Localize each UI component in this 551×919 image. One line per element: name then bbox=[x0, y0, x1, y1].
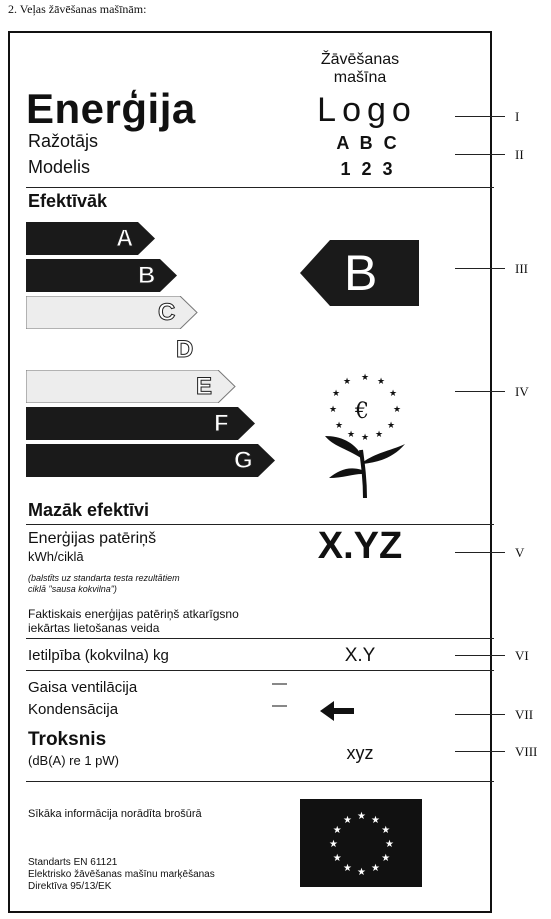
consumption-value: X.YZ bbox=[317, 525, 403, 567]
svg-text:★: ★ bbox=[332, 389, 341, 399]
annotation-7: VII bbox=[515, 707, 534, 722]
divider bbox=[26, 781, 494, 782]
svg-text:€: € bbox=[355, 399, 369, 424]
model-label: Modelis bbox=[28, 157, 91, 177]
eu-star-icon: ★ bbox=[357, 867, 366, 878]
annotation-line-6 bbox=[455, 655, 505, 656]
rating-letter: B bbox=[344, 245, 378, 301]
eu-star-icon: ★ bbox=[371, 863, 380, 875]
actual-consumption-note2: iekārtas lietošanas veida bbox=[28, 621, 160, 635]
appliance-line2: mašīna bbox=[333, 69, 387, 86]
eu-star-icon: ★ bbox=[332, 825, 342, 836]
class-letter-a: A bbox=[116, 225, 134, 252]
appliance-line1: Žāvēšanas bbox=[320, 51, 400, 68]
svg-text:★: ★ bbox=[361, 433, 370, 443]
page-caption: 2. Veļas žāvēšanas mašīnām: bbox=[8, 2, 147, 16]
svg-text:★: ★ bbox=[387, 421, 396, 431]
annotation-line-1 bbox=[455, 116, 505, 117]
divider bbox=[26, 524, 494, 525]
annotation-6: VI bbox=[515, 648, 529, 663]
annotation-line-3 bbox=[455, 268, 505, 269]
class-letter-b: B bbox=[138, 262, 156, 289]
eu-star-icon: ★ bbox=[343, 863, 352, 875]
eu-ecolabel-flower-icon bbox=[315, 370, 415, 500]
annotation-4: IV bbox=[515, 384, 529, 399]
divider bbox=[26, 670, 494, 671]
svg-text:★: ★ bbox=[329, 405, 338, 415]
standard-line1: Standarts EN 61121 bbox=[28, 857, 118, 868]
less-efficient-heading: Mazāk efektīvi bbox=[28, 500, 150, 520]
eu-star-icon: ★ bbox=[343, 814, 352, 826]
eu-star-icon: ★ bbox=[381, 825, 391, 836]
standard-line2: Elektrisko žāvēšanas mašīnu marķēšanas bbox=[28, 869, 215, 880]
annotation-5: V bbox=[515, 545, 525, 560]
capacity-label: Ietilpība (kokvilna) kg bbox=[28, 647, 169, 664]
class-bar-a bbox=[26, 222, 156, 255]
class-bar-c bbox=[26, 296, 198, 329]
consumption-unit: kWh/ciklā bbox=[28, 549, 84, 564]
condensation-label: Kondensācija bbox=[28, 701, 119, 718]
class-bar-b bbox=[26, 259, 178, 292]
class-letter-f: F bbox=[214, 410, 229, 437]
standard-line3: Direktīva 95/13/EK bbox=[28, 881, 112, 892]
manufacturer-label: Ražotājs bbox=[28, 131, 99, 151]
noise-unit: (dB(A) re 1 pW) bbox=[28, 753, 120, 768]
svg-text:★: ★ bbox=[393, 405, 402, 415]
annotation-line-5 bbox=[455, 552, 505, 553]
annotation-8: VIII bbox=[515, 744, 538, 759]
eu-flag-icon bbox=[300, 799, 422, 887]
annotation-line-2 bbox=[455, 154, 505, 155]
manufacturer-logo: Logo bbox=[317, 91, 417, 129]
class-bar-e bbox=[26, 370, 236, 403]
svg-text:★: ★ bbox=[375, 430, 384, 440]
more-efficient-heading: Efektīvāk bbox=[28, 191, 108, 211]
svg-text:★: ★ bbox=[335, 421, 344, 431]
condensation-dash: — bbox=[272, 697, 287, 714]
eu-flag-stars bbox=[300, 799, 422, 887]
class-bar-g bbox=[26, 444, 276, 477]
air-vent-dash: — bbox=[272, 675, 287, 692]
class-bar-d bbox=[26, 333, 216, 366]
eu-star-icon: ★ bbox=[371, 814, 380, 826]
consumption-note1: (balstīts uz standarta testa rezultātiem bbox=[28, 573, 180, 583]
eu-star-icon: ★ bbox=[332, 853, 342, 864]
divider bbox=[26, 638, 494, 639]
noise-value: xyz bbox=[346, 743, 374, 763]
label-title: Enerģija bbox=[26, 85, 196, 132]
class-letter-g: G bbox=[234, 447, 253, 474]
annotation-line-4 bbox=[455, 391, 505, 392]
noise-label: Troksnis bbox=[28, 729, 107, 750]
eu-star-icon: ★ bbox=[381, 853, 391, 864]
appliance-type bbox=[285, 51, 435, 87]
svg-text:★: ★ bbox=[343, 377, 352, 387]
eu-star-icon: ★ bbox=[357, 811, 366, 822]
class-letter-e: E bbox=[196, 373, 213, 400]
svg-text:★: ★ bbox=[377, 377, 386, 387]
class-letter-d: D bbox=[176, 336, 194, 363]
annotation-line-8 bbox=[455, 751, 505, 752]
capacity-value: X.Y bbox=[344, 645, 376, 666]
rating-arrow bbox=[300, 240, 420, 306]
class-letter-c: C bbox=[158, 299, 176, 326]
air-vent-label: Gaisa ventilācija bbox=[28, 679, 138, 696]
consumption-note2: ciklā "sausa kokvilna") bbox=[28, 584, 117, 594]
divider bbox=[26, 187, 494, 188]
annotation-1: I bbox=[515, 109, 520, 124]
energy-label bbox=[8, 31, 492, 913]
model-abc: A B C bbox=[336, 133, 400, 153]
consumption-label: Enerģijas patēriņš bbox=[28, 530, 157, 547]
model-number: 1 2 3 bbox=[340, 159, 396, 179]
eu-star-icon: ★ bbox=[385, 839, 394, 850]
svg-text:★: ★ bbox=[347, 430, 356, 440]
annotation-2: II bbox=[515, 147, 524, 162]
eu-star-icon: ★ bbox=[329, 839, 338, 850]
left-arrow-icon bbox=[320, 701, 356, 726]
annotation-3: III bbox=[515, 261, 528, 276]
annotation-line-7 bbox=[455, 714, 505, 715]
svg-text:★: ★ bbox=[389, 389, 398, 399]
svg-text:★: ★ bbox=[361, 373, 370, 383]
more-info: Sīkāka informācija norādīta brošūrā bbox=[28, 808, 202, 820]
actual-consumption-note1: Faktiskais enerģijas patēriņš atkarīgsno bbox=[28, 607, 239, 621]
class-bar-f bbox=[26, 407, 256, 440]
